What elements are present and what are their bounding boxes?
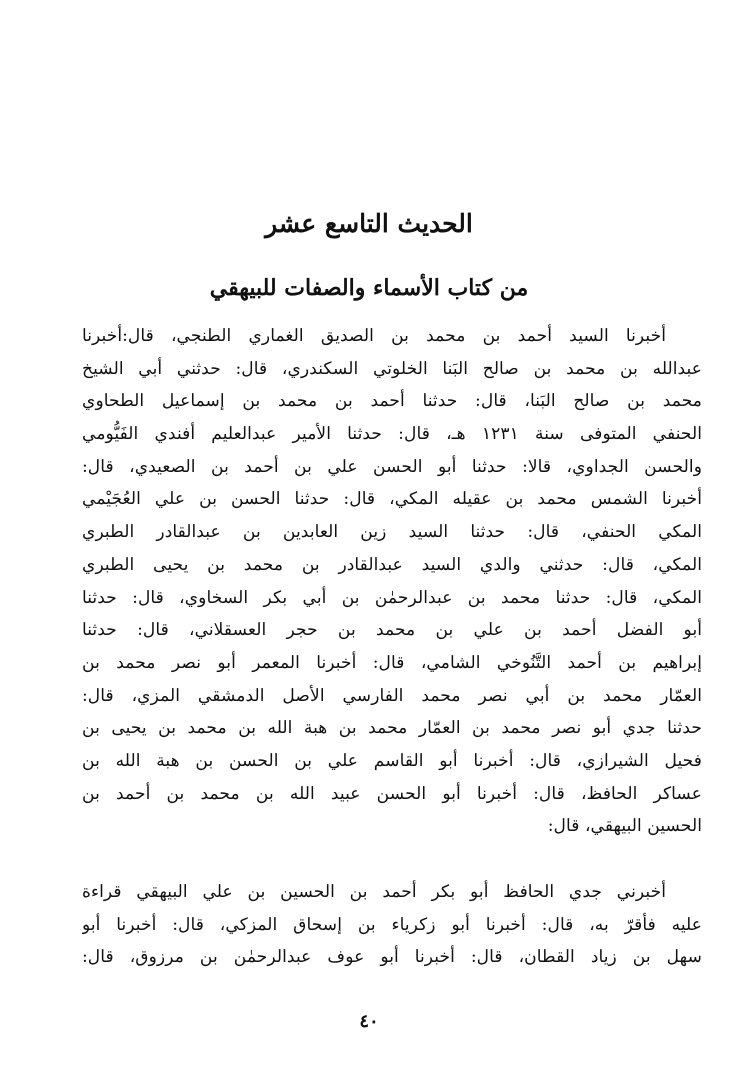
text-line: أبو الفضل أحمد بن علي بن محمد بن حجر العسقلاني، قال: حدثنا xyxy=(82,620,702,641)
chapter-title: الحديث التاسع عشر xyxy=(265,209,473,238)
text-line: الحنفي المتوفى سنة ١٢٣١ هـ، قال: حدثنا الأمير عبدالعليم أفندي الفَيُّومي xyxy=(82,424,702,445)
text-line: أخبرني جدي الحافظ أبو بكر أحمد بن الحسين بن علي البيهقي قراءة xyxy=(82,882,666,902)
text-line: إبراهيم بن أحمد التَّنُوخي الشامي، قال: أخبرنا المعمر أبو نصر محمد بن xyxy=(82,652,702,673)
isnad-paragraph xyxy=(82,320,702,843)
text-line: المكي، قال: حدثني والدي السيد عبدالقادر بن محمد بن يحيى الطبري xyxy=(82,554,702,575)
text-line: المكي، قال: حدثنا محمد بن عبدالرحمٰن بن أبي بكر السخاوي، قال: حدثنا xyxy=(82,587,702,608)
text-line: أخبرنا السيد أحمد بن محمد بن الصديق الغماري الطنجي، قال:أخبرنا xyxy=(82,326,666,346)
text-line: العمّار محمد بن أبي نصر محمد الفارسي الأصل الدمشقي المزي، قال: xyxy=(82,685,702,706)
text-line: سهل بن زياد القطان، قال: أخبرنا أبو عوف عبدالرحمٰن بن مرزوق، قال: xyxy=(82,947,702,968)
page-number: ٤٠ xyxy=(359,1011,379,1032)
chapter-subtitle: من كتاب الأسماء والصفات للبيهقي xyxy=(209,275,529,301)
text-line: عساكر الحافظ، قال: أخبرنا أبو الحسن عبيد الله بن محمد بن أحمد بن xyxy=(82,783,702,804)
text-line: محمد بن صالح البَنا، قال: حدثنا أحمد بن محمد بن إسماعيل الطحاوي xyxy=(82,391,702,412)
text-line: الحسين البيهقي، قال: xyxy=(547,816,702,837)
text-line: والحسن الجداوي، قالا: حدثنا أبو الحسن علي بن أحمد بن الصعيدي، قال: xyxy=(82,456,702,477)
text-line: عبدالله بن محمد بن صالح البَنا الخلوتي السكندري، قال: حدثني أبي الشيخ xyxy=(82,358,702,379)
text-line: أخبرنا الشمس محمد بن عقيله المكي، قال: حدثنا الحسن بن علي العُجَيْمي xyxy=(82,489,702,510)
text-line: فحيل الشيرازي، قال: أخبرنا أبو القاسم علي بن الحسن بن هبة الله بن xyxy=(82,750,702,771)
hadith-paragraph xyxy=(82,876,702,974)
text-line: حدثنا جدي أبو نصر محمد بن العمّار محمد بن هبة الله بن محمد بن يحيى بن xyxy=(82,718,702,739)
text-line: المكي الحنفي، قال: حدثنا السيد زين العابدين بن عبدالقادر الطبري xyxy=(82,522,702,543)
text-line: عليه فأقرّ به، قال: أخبرنا أبو زكرياء بن إسحاق المزكي، قال: أخبرنا أبو xyxy=(82,914,702,935)
